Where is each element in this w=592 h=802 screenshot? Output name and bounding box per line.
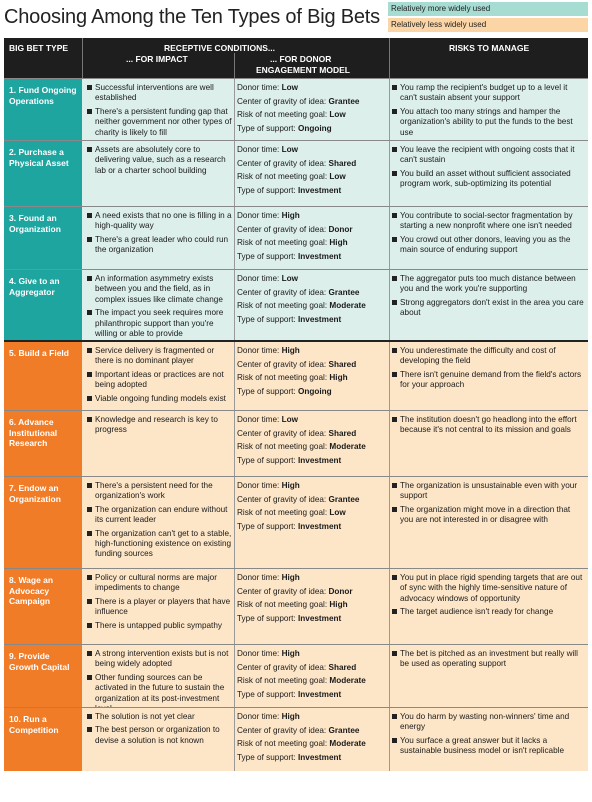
- donor-time: [237, 573, 387, 583]
- center-of-gravity: [237, 288, 387, 298]
- type-of-support-value: Investment: [298, 455, 342, 465]
- risks-to-manage: [392, 415, 584, 439]
- donor-time-label: Donor time:: [237, 481, 282, 490]
- type-of-support: [237, 186, 387, 196]
- legend-more-widely-used: Relatively more widely used: [388, 2, 588, 16]
- type-of-support-label: Type of support:: [237, 521, 298, 531]
- big-bet-type-label: 3. Found an Organization: [4, 207, 82, 269]
- big-bet-type-label: 7. Endow an Organization: [4, 477, 82, 568]
- donor-time-value: High: [281, 346, 300, 355]
- impact-bullet: Important ideas or practices are not being adopted: [87, 370, 233, 391]
- type-of-support: [237, 522, 387, 532]
- risk-of-not-meeting-goal: [237, 739, 387, 749]
- big-bet-type-label: 1. Fund Ongoing Operations: [4, 79, 82, 140]
- risk-of-not-meeting-goal: [237, 373, 387, 383]
- risk-bullet: You put in place rigid spending targets that are out of sync with the highly time-sensitive nature of advocacy windows of opportunity: [392, 573, 584, 604]
- donor-engagement-model: [237, 274, 387, 328]
- donor-time-value: High: [281, 712, 300, 721]
- impact-bullet: The organization can endure without its current leader: [87, 505, 233, 526]
- impact-bullet: Assets are absolutely core to delivering value, such as a research lab or a charter school building: [87, 145, 233, 176]
- center-of-gravity-label: Center of gravity of idea:: [237, 359, 329, 369]
- center-of-gravity-value: Grantee: [328, 725, 360, 735]
- risk-of-not-meeting-goal-label: Risk of not meeting goal:: [237, 110, 330, 119]
- type-of-support-value: Ongoing: [298, 123, 332, 133]
- table-row: [4, 568, 588, 644]
- center-of-gravity: [237, 663, 387, 673]
- impact-conditions: [87, 211, 233, 259]
- center-of-gravity: [237, 587, 387, 597]
- big-bet-type-label: 8. Wage an Advocacy Campaign: [4, 569, 82, 644]
- type-of-support-value: Investment: [298, 613, 342, 623]
- type-of-support-value: Investment: [298, 689, 342, 699]
- center-of-gravity-label: Center of gravity of idea:: [237, 586, 329, 596]
- type-of-support-label: Type of support:: [237, 123, 298, 133]
- risk-of-not-meeting-goal: [237, 442, 387, 452]
- header-big-bet-type: BIG BET TYPE: [9, 43, 69, 53]
- risk-of-not-meeting-goal: [237, 301, 387, 311]
- big-bet-type-label: 2. Purchase a Physical Asset: [4, 141, 82, 206]
- table-row: [4, 78, 588, 140]
- impact-bullet: There is a player or players that have influence: [87, 597, 233, 618]
- donor-time-label: Donor time:: [237, 145, 282, 154]
- donor-time-value: High: [281, 573, 300, 582]
- impact-bullet: The solution is not yet clear: [87, 712, 233, 722]
- donor-time-value: Low: [281, 274, 298, 283]
- donor-engagement-model: [237, 415, 387, 469]
- center-of-gravity-label: Center of gravity of idea:: [237, 287, 329, 297]
- type-of-support-label: Type of support:: [237, 613, 298, 623]
- type-of-support-value: Investment: [298, 314, 342, 324]
- risk-of-not-meeting-goal-label: Risk of not meeting goal:: [237, 508, 330, 517]
- impact-conditions: [87, 346, 233, 407]
- table-row: [4, 140, 588, 206]
- risk-of-not-meeting-goal: [237, 238, 387, 248]
- risk-of-not-meeting-goal-label: Risk of not meeting goal:: [237, 739, 330, 748]
- center-of-gravity-label: Center of gravity of idea:: [237, 224, 329, 234]
- impact-bullet: An information asymmetry exists between you and the field, as in complex issues like climate change: [87, 274, 233, 305]
- risks-to-manage: [392, 83, 584, 141]
- risk-bullet: You build an asset without sufficient associated program work, sub-optimizing its potential: [392, 169, 584, 190]
- risk-of-not-meeting-goal-label: Risk of not meeting goal:: [237, 301, 330, 310]
- risks-to-manage: [392, 346, 584, 394]
- risk-of-not-meeting-goal: [237, 172, 387, 182]
- risk-of-not-meeting-goal-value: Moderate: [329, 301, 366, 310]
- table-row: [4, 206, 588, 269]
- risk-of-not-meeting-goal-label: Risk of not meeting goal:: [237, 600, 330, 609]
- impact-conditions: [87, 573, 233, 634]
- risk-of-not-meeting-goal-value: High: [329, 238, 348, 247]
- impact-bullet: A strong intervention exists but is not being widely adopted: [87, 649, 233, 670]
- donor-time: [237, 481, 387, 491]
- center-of-gravity-label: Center of gravity of idea:: [237, 725, 329, 735]
- type-of-support-value: Investment: [298, 185, 342, 195]
- big-bet-type-label: 4. Give to an Aggregator: [4, 270, 82, 340]
- center-of-gravity-label: Center of gravity of idea:: [237, 96, 329, 106]
- table-row: [4, 707, 588, 771]
- donor-time-label: Donor time:: [237, 649, 282, 658]
- type-of-support-value: Investment: [298, 251, 342, 261]
- risk-of-not-meeting-goal-label: Risk of not meeting goal:: [237, 442, 330, 451]
- donor-engagement-model: [237, 346, 387, 400]
- donor-time: [237, 145, 387, 155]
- impact-conditions: [87, 274, 233, 342]
- header-engagement-model: ENGAGEMENT MODEL: [256, 65, 350, 75]
- risk-of-not-meeting-goal-value: Moderate: [329, 442, 366, 451]
- type-of-support-value: Ongoing: [298, 386, 332, 396]
- center-of-gravity-value: Donor: [328, 224, 353, 234]
- center-of-gravity: [237, 225, 387, 235]
- risk-bullet: The organization is unsustainable even with your support: [392, 481, 584, 502]
- risks-to-manage: [392, 211, 584, 259]
- big-bet-type-label: 10. Run a Competition: [4, 708, 82, 771]
- type-of-support-label: Type of support:: [237, 386, 298, 396]
- type-of-support: [237, 387, 387, 397]
- type-of-support: [237, 456, 387, 466]
- donor-time: [237, 712, 387, 722]
- center-of-gravity-label: Center of gravity of idea:: [237, 662, 329, 672]
- impact-bullet: The best person or organization to devise a solution is not known: [87, 725, 233, 746]
- impact-bullet: The organization can't get to a stable, high-functioning existence on existing funding sources: [87, 529, 233, 560]
- type-of-support-label: Type of support:: [237, 185, 298, 195]
- header-for-impact: ... FOR IMPACT: [126, 54, 188, 64]
- donor-time: [237, 211, 387, 221]
- center-of-gravity-value: Shared: [328, 428, 357, 438]
- big-bets-table: [4, 38, 588, 798]
- center-of-gravity-value: Grantee: [328, 96, 360, 106]
- donor-time: [237, 83, 387, 93]
- impact-bullet: Policy or cultural norms are major impediments to change: [87, 573, 233, 594]
- risk-bullet: You ramp the recipient's budget up to a level it can't sustain absent your support: [392, 83, 584, 104]
- risk-bullet: The target audience isn't ready for change: [392, 607, 584, 617]
- donor-engagement-model: [237, 145, 387, 199]
- type-of-support-label: Type of support:: [237, 251, 298, 261]
- table-row: [4, 644, 588, 707]
- type-of-support-label: Type of support:: [237, 455, 298, 465]
- impact-bullet: Other funding sources can be activated in the future to sustain the organization at its post-investment: [87, 673, 233, 715]
- big-bet-type-label: 5. Build a Field: [4, 342, 82, 410]
- type-of-support: [237, 315, 387, 325]
- center-of-gravity-label: Center of gravity of idea:: [237, 428, 329, 438]
- risks-to-manage: [392, 649, 584, 673]
- risk-bullet: There isn't genuine demand from the field's actors for your approach: [392, 370, 584, 391]
- table-header: [4, 38, 588, 78]
- type-of-support-value: Investment: [298, 752, 342, 762]
- risk-bullet: You leave the recipient with ongoing costs that it can't sustain: [392, 145, 584, 166]
- donor-engagement-model: [237, 211, 387, 265]
- risk-bullet: You surface a great answer but it lacks a sustainable business model or isn't replicable: [392, 736, 584, 757]
- center-of-gravity-value: Shared: [328, 359, 357, 369]
- donor-time-value: High: [281, 649, 300, 658]
- center-of-gravity: [237, 360, 387, 370]
- donor-time-value: High: [281, 211, 300, 220]
- impact-bullet: A need exists that no one is filling in a high-quality way: [87, 211, 233, 232]
- center-of-gravity: [237, 159, 387, 169]
- table-row: [4, 476, 588, 568]
- risk-bullet: The bet is pitched as an investment but really will be used as operating support: [392, 649, 584, 670]
- risk-of-not-meeting-goal: [237, 676, 387, 686]
- risks-to-manage: [392, 145, 584, 193]
- type-of-support-value: Investment: [298, 521, 342, 531]
- donor-time-value: Low: [281, 415, 298, 424]
- risk-bullet: You contribute to social-sector fragmentation by starting a new nonprofit where one isn't needed: [392, 211, 584, 232]
- risks-to-manage: [392, 481, 584, 529]
- center-of-gravity-value: Shared: [328, 158, 357, 168]
- risk-of-not-meeting-goal-value: High: [329, 600, 348, 609]
- impact-bullet: There's a persistent funding gap that neither government nor other types of charity is likely to fill: [87, 107, 233, 138]
- impact-bullet: Viable ongoing funding models exist: [87, 394, 233, 404]
- donor-time: [237, 274, 387, 284]
- donor-engagement-model: [237, 649, 387, 703]
- risk-of-not-meeting-goal-value: Low: [329, 172, 346, 181]
- impact-bullet: Service delivery is fragmented or there is no dominant player: [87, 346, 233, 367]
- donor-time: [237, 415, 387, 425]
- risk-bullet: The institution doesn't go headlong into the effort because it's not central to its mission and goals: [392, 415, 584, 436]
- risks-to-manage: [392, 274, 584, 322]
- type-of-support: [237, 252, 387, 262]
- type-of-support: [237, 690, 387, 700]
- risk-of-not-meeting-goal-label: Risk of not meeting goal:: [237, 676, 330, 685]
- header-for-donor: ... FOR DONOR: [270, 54, 332, 64]
- risk-of-not-meeting-goal: [237, 110, 387, 120]
- center-of-gravity: [237, 726, 387, 736]
- type-of-support-label: Type of support:: [237, 689, 298, 699]
- risk-bullet: You attach too many strings and hamper the organization's ability to put the funds to the best use: [392, 107, 584, 138]
- donor-time-label: Donor time:: [237, 346, 282, 355]
- donor-engagement-model: [237, 481, 387, 535]
- risk-of-not-meeting-goal-value: Low: [329, 508, 346, 517]
- donor-time-value: Low: [281, 83, 298, 92]
- donor-time-value: Low: [281, 145, 298, 154]
- risk-of-not-meeting-goal-value: Moderate: [329, 739, 366, 748]
- donor-time-label: Donor time:: [237, 83, 282, 92]
- header-risks-to-manage: RISKS TO MANAGE: [449, 43, 530, 53]
- impact-conditions: [87, 415, 233, 439]
- center-of-gravity-value: Grantee: [328, 494, 360, 504]
- donor-engagement-model: [237, 83, 387, 137]
- risk-of-not-meeting-goal-label: Risk of not meeting goal:: [237, 238, 330, 247]
- donor-engagement-model: [237, 573, 387, 627]
- type-of-support-label: Type of support:: [237, 752, 298, 762]
- impact-conditions: [87, 145, 233, 179]
- risk-of-not-meeting-goal-value: High: [329, 373, 348, 382]
- center-of-gravity: [237, 429, 387, 439]
- risk-of-not-meeting-goal-label: Risk of not meeting goal:: [237, 373, 330, 382]
- type-of-support-label: Type of support:: [237, 314, 298, 324]
- big-bet-type-label: 9. Provide Growth Capital: [4, 645, 82, 707]
- donor-time-label: Donor time:: [237, 211, 282, 220]
- table-row: [4, 340, 588, 410]
- donor-time-label: Donor time:: [237, 573, 282, 582]
- center-of-gravity-label: Center of gravity of idea:: [237, 494, 329, 504]
- risk-of-not-meeting-goal: [237, 600, 387, 610]
- table-row: [4, 410, 588, 476]
- donor-time-label: Donor time:: [237, 274, 282, 283]
- risk-bullet: You crowd out other donors, leaving you as the main source of enduring support: [392, 235, 584, 256]
- donor-time-label: Donor time:: [237, 712, 282, 721]
- risk-bullet: Strong aggregators don't exist in the area you care about: [392, 298, 584, 319]
- legend-less-widely-used: Relatively less widely used: [388, 18, 588, 32]
- center-of-gravity: [237, 495, 387, 505]
- donor-time: [237, 346, 387, 356]
- header-receptive-conditions: RECEPTIVE CONDITIONS...: [164, 43, 275, 53]
- risks-to-manage: [392, 712, 584, 760]
- center-of-gravity-value: Grantee: [328, 287, 360, 297]
- donor-time: [237, 649, 387, 659]
- risk-bullet: The organization might move in a direction that you are not interested in or disagree with: [392, 505, 584, 526]
- risk-of-not-meeting-goal-value: Moderate: [329, 676, 366, 685]
- impact-conditions: [87, 481, 233, 563]
- impact-bullet: Knowledge and research is key to progress: [87, 415, 233, 436]
- impact-bullet: The impact you seek requires more philanthropic support than you're willing or able to provide: [87, 308, 233, 339]
- risk-bullet: You underestimate the difficulty and cost of developing the field: [392, 346, 584, 367]
- impact-conditions: [87, 712, 233, 749]
- center-of-gravity-label: Center of gravity of idea:: [237, 158, 329, 168]
- page-title: Choosing Among the Ten Types of Big Bets: [4, 6, 380, 28]
- type-of-support: [237, 614, 387, 624]
- type-of-support: [237, 753, 387, 763]
- risk-of-not-meeting-goal-label: Risk of not meeting goal:: [237, 172, 330, 181]
- donor-time-label: Donor time:: [237, 415, 282, 424]
- big-bet-type-label: 6. Advance Institutional Research: [4, 411, 82, 476]
- risk-of-not-meeting-goal-value: Low: [329, 110, 346, 119]
- impact-bullet: There's a great leader who could run the organization: [87, 235, 233, 256]
- center-of-gravity-value: Donor: [328, 586, 353, 596]
- donor-engagement-model: [237, 712, 387, 766]
- risk-bullet: The aggregator puts too much distance between you and the work you're supporting: [392, 274, 584, 295]
- impact-bullet: There is untapped public sympathy: [87, 621, 233, 631]
- impact-conditions: [87, 83, 233, 141]
- impact-bullet: There's a persistent need for the organization's work: [87, 481, 233, 502]
- table-row: [4, 269, 588, 340]
- impact-bullet: Successful interventions are well established: [87, 83, 233, 104]
- type-of-support: [237, 124, 387, 134]
- risk-bullet: You do harm by wasting non-winners' time and energy: [392, 712, 584, 733]
- risk-of-not-meeting-goal: [237, 508, 387, 518]
- risks-to-manage: [392, 573, 584, 621]
- donor-time-value: High: [281, 481, 300, 490]
- center-of-gravity-value: Shared: [328, 662, 357, 672]
- center-of-gravity: [237, 97, 387, 107]
